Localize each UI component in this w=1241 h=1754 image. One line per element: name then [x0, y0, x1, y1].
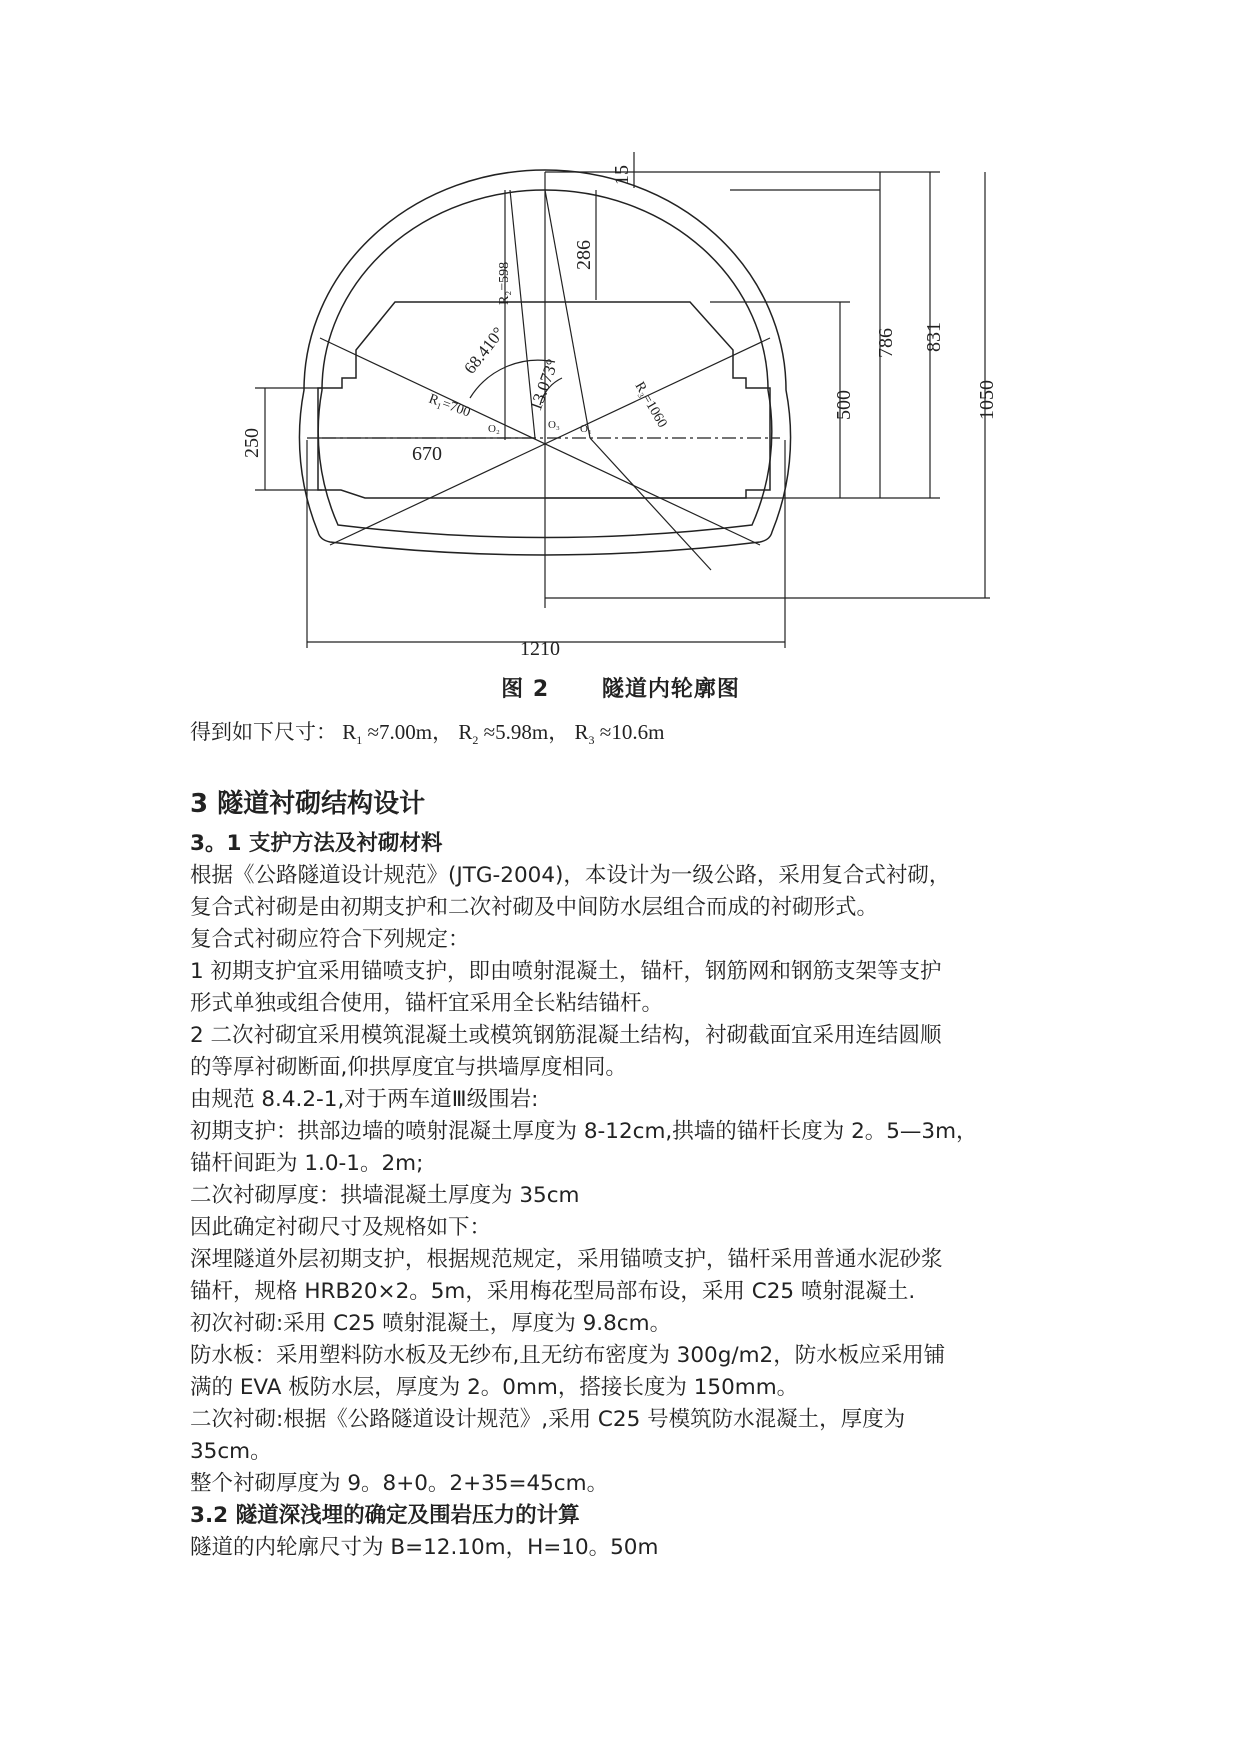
centre-o3-label: O₃ [548, 419, 560, 431]
dim-15-label: 15 [611, 165, 633, 185]
paragraph-line: 锚杆间距为 1.0-1。2m; [190, 1151, 424, 1176]
dim-786-label: 786 [875, 328, 897, 358]
paragraph-line: 的等厚衬砌断面,仰拱厚度宜与拱墙厚度相同。 [190, 1055, 627, 1080]
paragraph-line: 2 二次衬砌宜采用模筑混凝土或模筑钢筋混凝土结构，衬砌截面宜采用连结圆顺 [190, 1023, 942, 1048]
radius-r2-label: R₂=598 [497, 261, 512, 305]
angle-2-label: 13.073° [525, 356, 563, 414]
r1-label: R [342, 720, 357, 744]
radius-r3-label: R₃=1060 [631, 379, 670, 431]
r2-sub: 2 [472, 733, 479, 748]
paragraph-line: 防水板：采用塑料防水板及无纱布,且无纺布密度为 300g/m2，防水板应采用铺 [190, 1343, 946, 1368]
figure-caption-title: 隧道内轮廓图 [601, 677, 740, 702]
figure-caption-number: 图 2 [501, 677, 550, 702]
paragraph-line: 形式单独或组合使用，锚杆宜采用全长粘结锚杆。 [190, 991, 664, 1016]
paragraph-line: 整个衬砌厚度为 9。8+0。2+35=45cm。 [190, 1471, 609, 1496]
r1-value: ≈7.00m， [362, 720, 454, 744]
angle-1-label: 68.410° [460, 323, 509, 378]
centre-o2-label: O₂ [488, 423, 500, 435]
paragraph-line: 复合式衬砌应符合下列规定： [190, 927, 470, 952]
tunnel-profile-figure [200, 128, 1020, 668]
dim-286-label: 286 [573, 240, 595, 270]
subsection-1-heading: 3。1 支护方法及衬砌材料 [190, 831, 443, 856]
section-heading: 3 隧道衬砌结构设计 [190, 789, 426, 819]
r3-label: R [574, 720, 589, 744]
paragraph-line: 根据《公路隧道设计规范》(JTG-2004)，本设计为一级公路，采用复合式衬砌， [190, 863, 951, 888]
dimensions-line [190, 716, 1070, 756]
subsection-2-heading: 3.2 隧道深浅埋的确定及围岩压力的计算 [190, 1503, 580, 1528]
dim-1210-label: 1210 [520, 638, 560, 660]
paragraph-line: 锚杆，规格 HRB20×2。5m，采用梅花型局部布设，采用 C25 喷射混凝土. [190, 1279, 916, 1304]
r3-sub: 3 [588, 733, 595, 748]
paragraph-line: 由规范 8.4.2-1,对于两车道Ⅲ级围岩: [190, 1087, 539, 1112]
paragraph-line: 因此确定衬砌尺寸及规格如下： [190, 1215, 492, 1240]
paragraph-line: 35cm。 [190, 1439, 272, 1464]
paragraph-line: 深埋隧道外层初期支护，根据规范规定，采用锚喷支护，锚杆采用普通水泥砂浆 [190, 1247, 943, 1272]
dim-831-label: 831 [923, 322, 945, 352]
dimensions-prefix: 得到如下尺寸： [190, 720, 337, 744]
paragraph-line: 初期支护：拱部边墙的喷射混凝土厚度为 8-12cm,拱墙的锚杆长度为 2。5—3m， [190, 1119, 978, 1144]
paragraph-line: 1 初期支护宜采用锚喷支护，即由喷射混凝土，锚杆，钢筋网和钢筋支架等支护 [190, 959, 942, 984]
r3-value: ≈10.6m [594, 720, 665, 744]
section-body [190, 828, 1070, 1564]
r1-sub: 1 [356, 733, 363, 748]
dim-670-label: 670 [412, 443, 442, 465]
dim-250-label: 250 [241, 428, 263, 458]
paragraph-line: 二次衬砌:根据《公路隧道设计规范》,采用 C25 号模筑防水混凝土，厚度为 [190, 1407, 906, 1432]
paragraph-line: 二次衬砌厚度：拱墙混凝土厚度为 35cm [190, 1183, 580, 1208]
r2-value: ≈5.98m， [478, 720, 570, 744]
paragraph-line: 初次衬砌:采用 C25 喷射混凝土，厚度为 9.8cm。 [190, 1311, 672, 1336]
figure-caption [0, 672, 1241, 703]
paragraph-line: 隧道的内轮廓尺寸为 B=12.10m，H=10。50m [190, 1535, 659, 1560]
radius-r1-label: R₁=700 [426, 391, 473, 421]
dim-1050-label: 1050 [976, 380, 998, 420]
paragraph-line: 满的 EVA 板防水层，厚度为 2。0mm，搭接长度为 150mm。 [190, 1375, 799, 1400]
r2-label: R [458, 720, 473, 744]
centre-o1-label: O₁ [580, 423, 592, 435]
paragraph-line: 复合式衬砌是由初期支护和二次衬砌及中间防水层组合而成的衬砌形式。 [190, 895, 879, 920]
dim-500-label: 500 [833, 390, 855, 420]
